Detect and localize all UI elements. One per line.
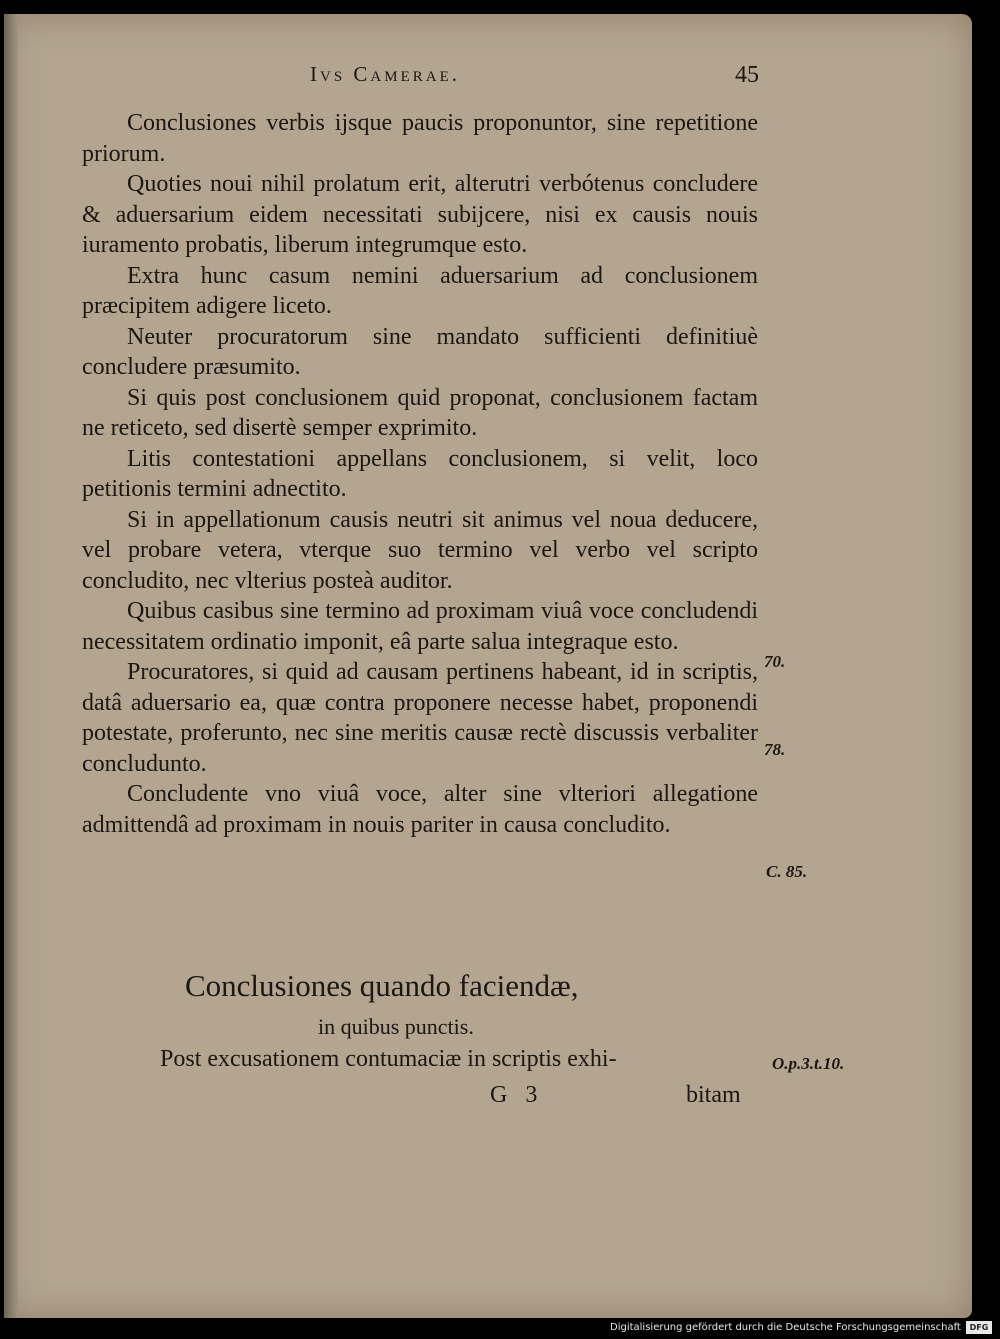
last-line: Post excusationem contumaciæ in scriptis exhi- — [160, 1046, 617, 1072]
digitization-credit: Digitalisierung gefördert durch die Deutsche Forschungsgemeinschaft — [610, 1322, 961, 1333]
paragraph: Procuratores, si quid ad causam pertinens habeant, id in scriptis, datâ aduersario ea, quæ contra proponere necesse habet, proponendi potestate, proferunto, nec sine meritis causæ rectè discussis verbaliter concludunto. — [82, 659, 758, 777]
margin-note: O.p.3.t.10. — [772, 1054, 845, 1073]
margin-note: 70. — [764, 652, 786, 671]
catchword: bitam — [686, 1082, 741, 1108]
paragraph: Litis contestationi appellans conclusionem, si velit, loco petitionis termini adnectito. — [82, 445, 758, 502]
paragraph: Concludente vno viuâ voce, alter sine vlteriori allegatione admittendâ ad proximam in nouis pariter in causa concludito. — [82, 781, 758, 838]
page-spine-edge — [4, 14, 18, 1318]
paragraph: Extra hunc casum nemini aduersarium ad conclusionem præcipitem adigere liceto. — [82, 262, 758, 319]
paragraph: Quibus casibus sine termino ad proximam viuâ voce concludendi necessitatem ordinatio imponit, eâ parte salua integraque esto. — [82, 598, 758, 655]
paragraph: Si quis post conclusionem quid proponat, conclusionem factam ne reticeto, sed disertè semper exprimito. — [82, 384, 758, 441]
margin-note: C. 85. — [766, 862, 808, 881]
body-text — [82, 108, 758, 840]
margin-note: 78. — [764, 740, 786, 759]
page-number: 45 — [735, 62, 759, 88]
signature-mark: G 3 — [490, 1082, 544, 1108]
paragraph: Si in appellationum causis neutri sit animus vel noua deducere, vel probare vetera, vterque suo termino vel verbo vel scripto concludito, nec vlterius posteà auditor. — [82, 506, 758, 594]
section-heading: Conclusiones quando faciendæ, — [185, 968, 579, 1003]
section-subheading: in quibus punctis. — [318, 1014, 474, 1039]
paragraph: Quoties noui nihil prolatum erit, alterutri verbótenus concludere & aduersarium eidem necessitati subijcere, nisi ex causis nouis iuramento probatis, liberum integrumque esto. — [82, 171, 758, 258]
paragraph: Neuter procuratorum sine mandato sufficienti definitiuè concludere præsumito. — [82, 323, 758, 380]
paragraph: Conclusiones verbis ijsque paucis proponuntor, sine repetitione priorum. — [82, 110, 758, 167]
dfg-logo: DFG — [966, 1321, 992, 1334]
running-title: Ivs Camerae. — [310, 62, 461, 86]
